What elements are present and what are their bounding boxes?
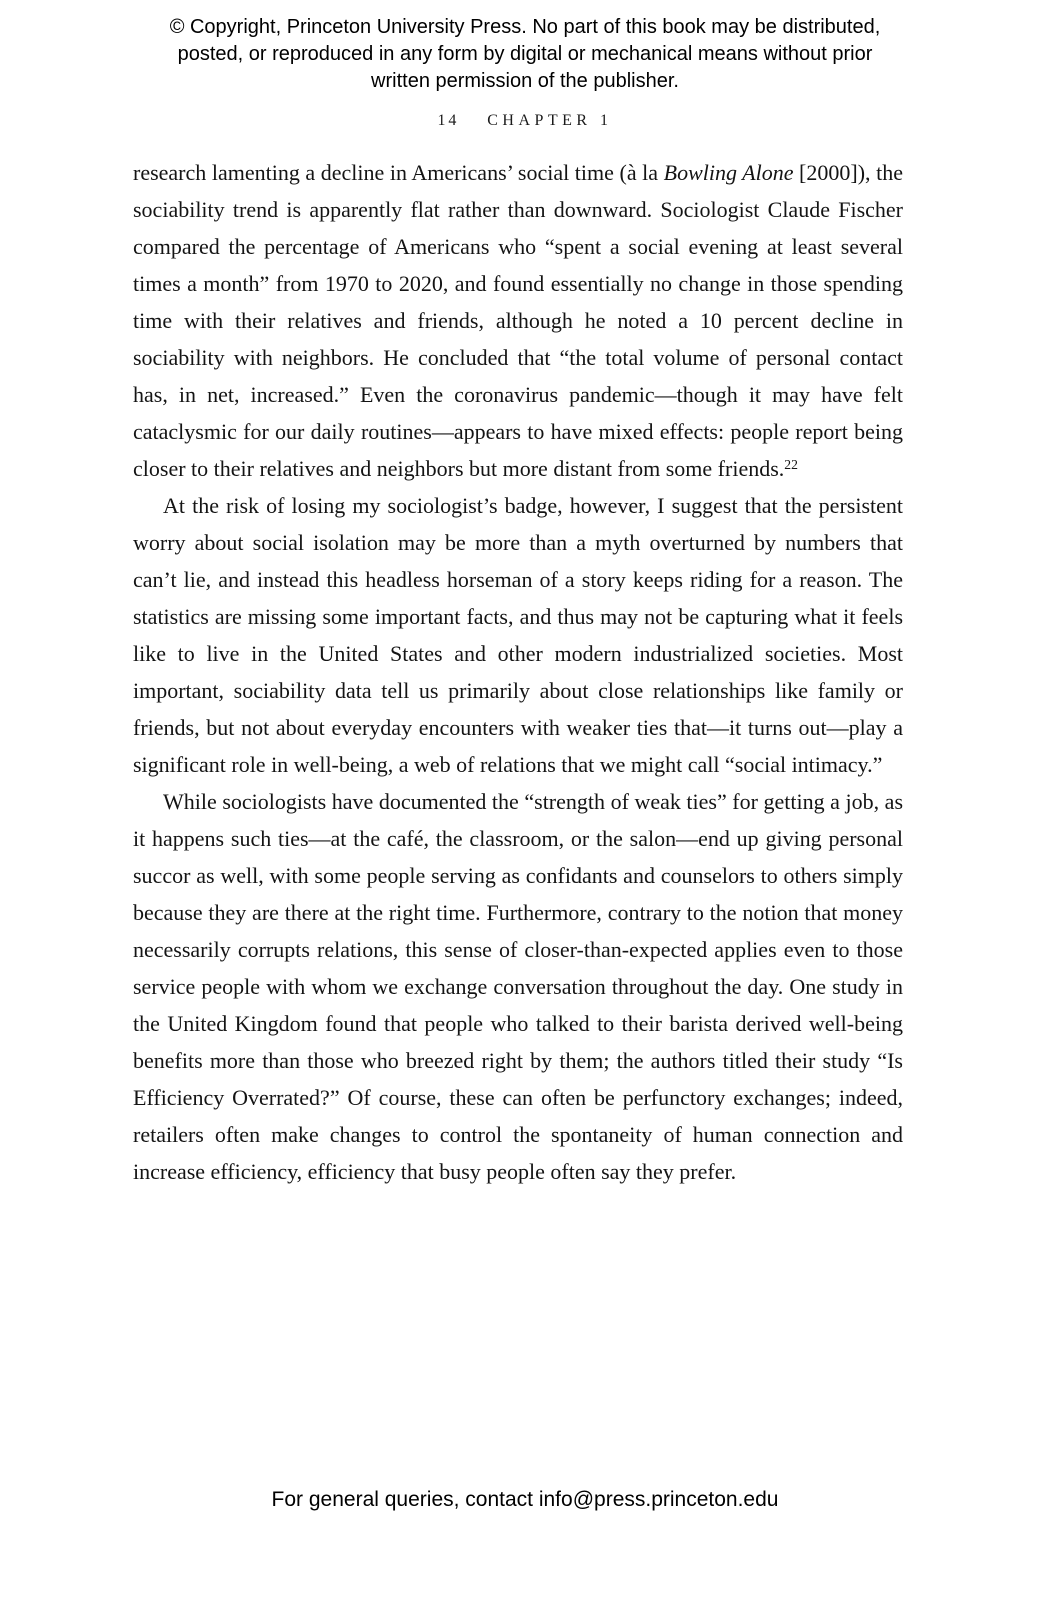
paragraph xyxy=(133,154,903,487)
chapter-label: CHAPTER 1 xyxy=(487,112,613,129)
running-head xyxy=(0,112,1050,130)
italic-text: Bowling Alone xyxy=(663,160,794,185)
footnote-reference: 22 xyxy=(784,457,798,472)
paragraph xyxy=(133,783,903,1190)
text-run: While sociologists have documented the “strength of weak ties” for getting a job, as it happens such ties—at the café, the classroom, or the salon—end up giving personal succor as well, with some people serving as confidants and counselors to others simply because they are there at the right time. Furthermore, contrary to the notion that money necessarily corrupts relations, this sense of closer-than-expected applies even to those service people with whom we exchange conversation throughout the day. One study in the United Kingdom found that people who talked to their barista derived well-being benefits more than those who breezed right by them; the authors titled their study “Is Efficiency Overrated?” Of course, these can often be perfunctory exchanges; indeed, retailers often make changes to control the spontaneity of human connection and increase efficiency, efficiency that busy people often say they prefer. xyxy=(133,789,903,1184)
copyright-notice: © Copyright, Princeton University Press. No part of this book may be distributed, posted, or reproduced in any form by digital or mechanical means without prior written permission of the publisher. xyxy=(169,16,881,92)
page-number: 14 xyxy=(437,112,460,129)
paragraph xyxy=(133,487,903,783)
body-text xyxy=(133,154,903,1190)
text-run: [2000]), the sociability trend is apparently flat rather than downward. Sociologist Claude Fischer compared the percentage of Americans who “spent a social evening at least several times a month” from 1970 to 2020, and found essentially no change in those spending time with their relatives and friends, although he noted a 10 percent decline in sociability with neighbors. He concluded that “the total volume of personal contact has, in net, increased.” Even the coronavirus pandemic—though it may have felt cataclysmic for our daily routines—appears to have mixed effects: people report being closer to their relatives and neighbors but more distant from some friends. xyxy=(133,160,903,481)
text-run: At the risk of losing my sociologist’s badge, however, I suggest that the persistent worry about social isolation may be more than a myth overturned by numbers that can’t lie, and instead this headless horseman of a story keeps riding for a reason. The statistics are missing some important facts, and thus may not be capturing what it feels like to live in the United States and other modern industrialized societies. Most important, sociability data tell us primarily about close relationships like family or friends, but not about everyday encounters with weaker ties that—it turns out—play a significant role in well-being, a web of relations that we might call “social intimacy.” xyxy=(133,493,903,777)
footer-contact: For general queries, contact info@press.princeton.edu xyxy=(271,1488,779,1511)
text-run: research lamenting a decline in Americans’ social time (à la xyxy=(133,160,664,185)
